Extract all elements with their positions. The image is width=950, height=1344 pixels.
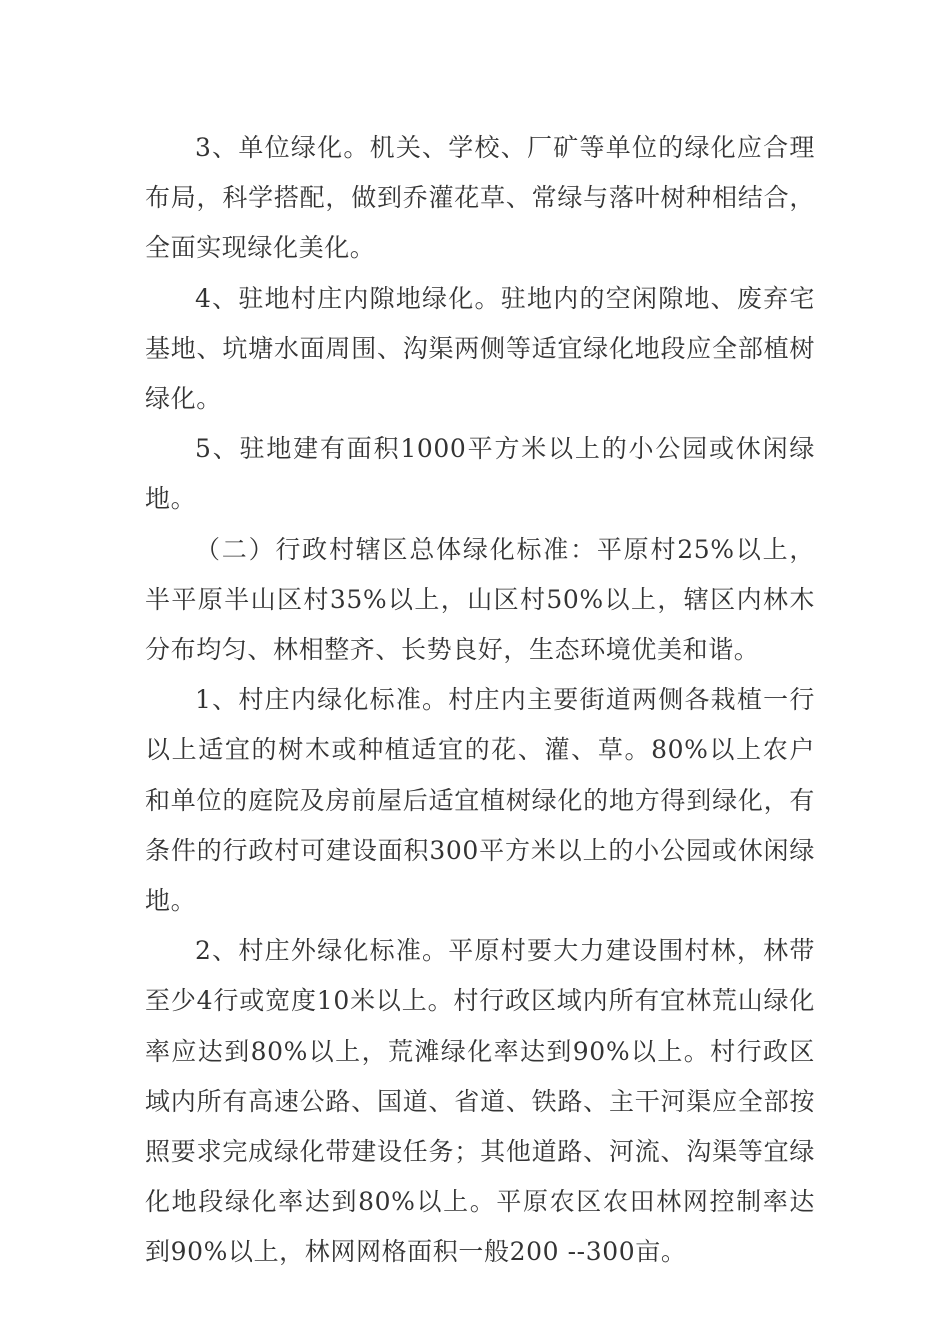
paragraph-park-requirement: 5、驻地建有面积1000平方米以上的小公园或休闲绿地。 (145, 434, 815, 514)
paragraph-admin-village-standard: （二）行政村辖区总体绿化标准：平原村25%以上，半平原半山区村35%以上，山区村50%以上，辖区内林木分布均匀、林相整齐、长势良好，生态环境优美和谐。 (145, 534, 815, 665)
paragraph-village-gap-greening: 4、驻地村庄内隙地绿化。驻地内的空闲隙地、废弃宅基地、坑塘水面周围、沟渠两侧等适宜绿化地段应全部植树绿化。 (145, 283, 815, 414)
paragraph-outer-village-standard: 2、村庄外绿化标准。平原村要大力建设围村林，林带至少4行或宽度10米以上。村行政区域内所有宜林荒山绿化率应达到80%以上，荒滩绿化率达到90%以上。村行政区域内所有高速公路、国道、省道、铁路、主干河渠应全部按照要求完成绿化带建设任务；其他道路、河流、沟渠等宜绿化地段绿化率达到80%以上。平原农区农田林网控制率达到90%以上，林网网格面积一般200 --300亩。 (145, 936, 815, 1267)
paragraph-inner-village-standard: 1、村庄内绿化标准。村庄内主要街道两侧各栽植一行以上适宜的树木或种植适宜的花、灌、草。80%以上农户和单位的庭院及房前屋后适宜植树绿化的地方得到绿化，有条件的行政村可建设面积300平方米以上的小公园或休闲绿地。 (145, 685, 815, 916)
document-body (145, 123, 815, 1278)
paragraph-unit-greening: 3、单位绿化。机关、学校、厂矿等单位的绿化应合理布局，科学搭配，做到乔灌花草、常绿与落叶树种相结合，全面实现绿化美化。 (145, 133, 815, 263)
